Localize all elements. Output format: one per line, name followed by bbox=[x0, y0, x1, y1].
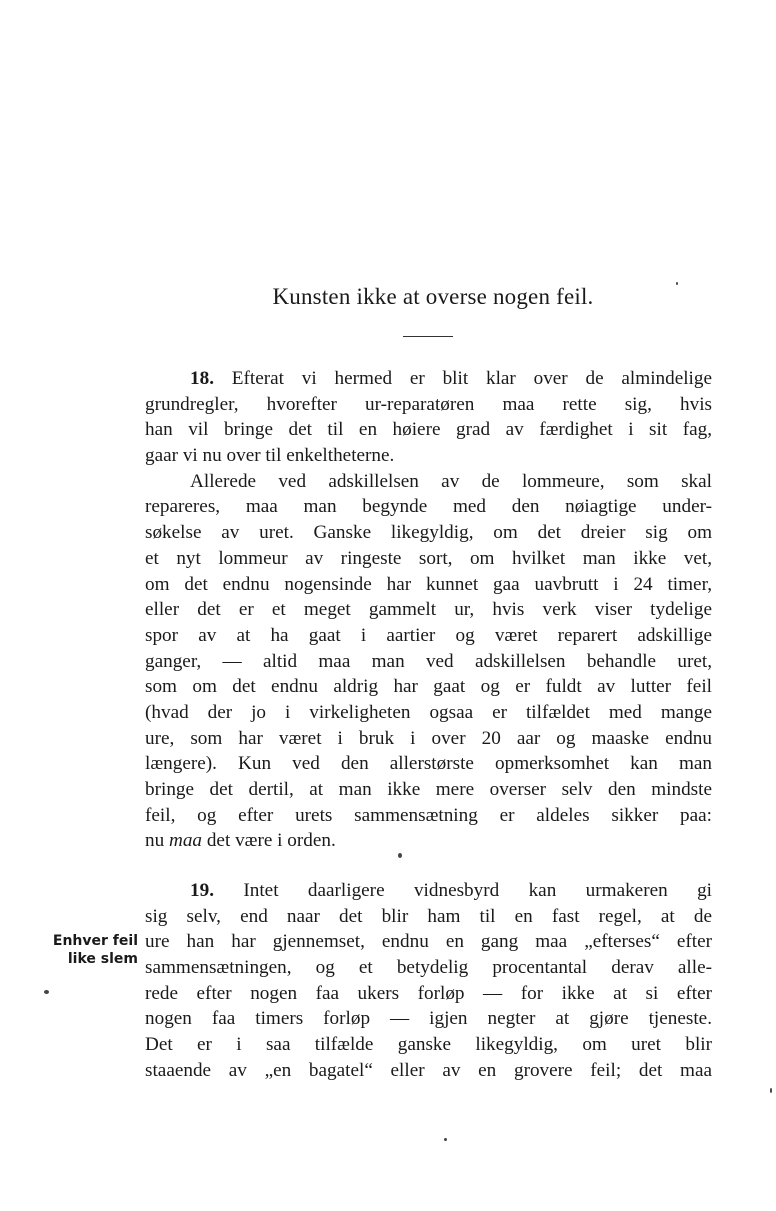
margin-note bbox=[20, 932, 138, 968]
text-line: et nyt lommeur av ringeste sort, om hvilket man ikke vet, bbox=[145, 547, 712, 569]
text-line-last: nu maa det være i orden. bbox=[145, 830, 336, 852]
text-line: om det endnu nogensinde har kunnet gaa uavbrutt i 24 timer, bbox=[145, 573, 712, 595]
print-speck bbox=[444, 1138, 447, 1141]
section-number: 18. bbox=[190, 368, 214, 389]
text-line: ure, som har været i bruk i over 20 aar og maaske endnu bbox=[145, 727, 712, 749]
text-line: Allerede ved adskillelsen av de lommeure, som skal bbox=[190, 470, 712, 492]
text-line: repareres, maa man begynde med den nøiagtige under- bbox=[145, 496, 712, 518]
text-line: som om det endnu aldrig har gaat og er fuldt av lutter feil bbox=[145, 676, 712, 698]
page-heading: Kunsten ikke at overse nogen feil. bbox=[272, 284, 594, 309]
heading-divider bbox=[403, 336, 453, 337]
text-line: eller det er et meget gammelt ur, hvis verk viser tydelige bbox=[145, 599, 712, 621]
text-line: gaar vi nu over til enkeltheterne. bbox=[145, 445, 395, 467]
text-line: længere). Kun ved den allerstørste opmerksomhet kan man bbox=[145, 753, 712, 775]
text-line: ure han har gjennemset, endnu en gang maa „efterses“ efter bbox=[145, 931, 712, 953]
text-line: (hvad der jo i virkeligheten ogsaa er tilfældet med mange bbox=[145, 701, 712, 723]
print-speck bbox=[398, 853, 402, 858]
text-line: spor av at ha gaat i aartier og været reparert adskillige bbox=[145, 624, 712, 646]
text-line: bringe det dertil, at man ikke mere overser selv den mindste bbox=[145, 779, 712, 800]
emphasis: maa bbox=[168, 830, 203, 852]
margin-note-line: like slem bbox=[67, 951, 138, 967]
text-line: han vil bringe det til en høiere grad av færdighet i sit fag, bbox=[145, 419, 712, 441]
text-line: søkelse av uret. Ganske likegyldig, om det dreier sig om bbox=[145, 522, 712, 544]
text-line: staaende av „en bagatel“ eller av en grovere feil; det maa bbox=[145, 1059, 712, 1081]
text-line: sig selv, end naar det blir ham til en fast regel, at de bbox=[145, 905, 712, 927]
section-18-first-line: 18. Efterat vi hermed er blit klar over de almindelige bbox=[190, 368, 712, 389]
margin-note-line: Enhver feil bbox=[52, 933, 138, 949]
text-line: grundregler, hvorefter ur-reparatøren maa rette sig, hvis bbox=[145, 393, 712, 415]
text-line: sammensætningen, og et betydelig procentantal derav alle- bbox=[145, 957, 712, 979]
section-19 bbox=[145, 878, 712, 1084]
text-line: rede efter nogen faa ukers forløp — for ikke at si efter bbox=[145, 982, 712, 1004]
section-18 bbox=[145, 366, 712, 854]
text-line: feil, og efter urets sammensætning er aldeles sikker paa: bbox=[145, 804, 712, 826]
text-line: nogen faa timers forløp — igjen negter at gjøre tjeneste. bbox=[145, 1008, 712, 1030]
section-19-first-line: 19. Intet daarligere vidnesbyrd kan urmakeren gi bbox=[190, 880, 712, 901]
print-speck bbox=[44, 990, 49, 994]
print-speck bbox=[676, 282, 678, 285]
text-line: ganger, — altid maa man ved adskillelsen behandle uret, bbox=[145, 650, 712, 672]
print-speck bbox=[770, 1088, 772, 1093]
section-number: 19. bbox=[190, 880, 214, 901]
text-line: Det er i saa tilfælde ganske likegyldig, om uret blir bbox=[145, 1034, 712, 1056]
